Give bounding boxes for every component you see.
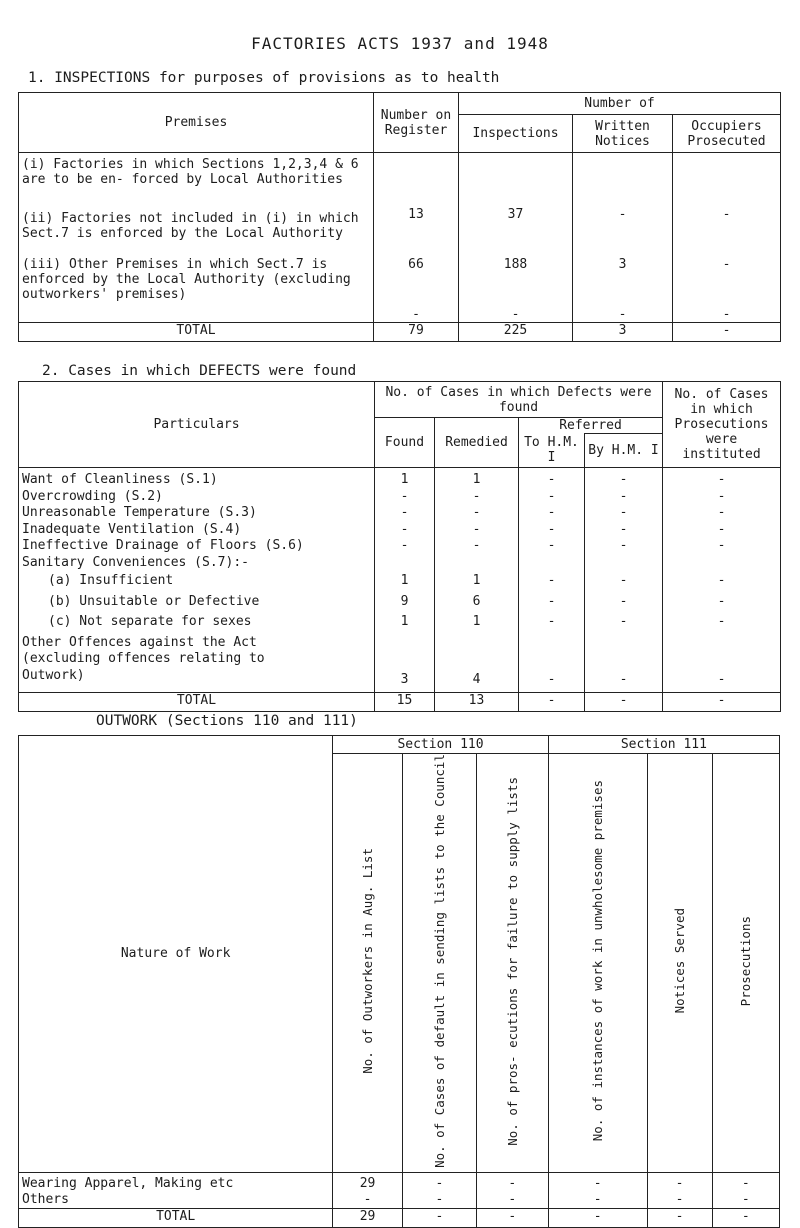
s1-cell: -: [618, 307, 627, 322]
header-inspections: Inspections: [459, 115, 573, 153]
header-by-hmi: By H.M. I: [585, 434, 663, 468]
s1-cell: -: [722, 257, 731, 272]
s2-total-cell: -: [663, 693, 781, 712]
s1-cell: -: [722, 207, 731, 222]
s3-cell: -: [508, 1175, 517, 1191]
s2-cell: -: [619, 614, 628, 629]
s2-cell: -: [547, 505, 556, 520]
s3-total-cell: -: [712, 1208, 779, 1227]
s3-total-cell: 29: [333, 1208, 403, 1227]
s3-total-cell: -: [402, 1208, 476, 1227]
s2-cell: 1: [400, 472, 409, 487]
s2-cell: -: [619, 538, 628, 553]
s2-cell: 1: [472, 573, 481, 588]
s2-row-label: Sanitary Conveniences (S.7):-: [22, 554, 249, 570]
header-remedied: Remedied: [435, 418, 519, 468]
s1-cell: -: [511, 307, 520, 322]
s1-cell: -: [722, 307, 731, 322]
header-register: Number on Register: [374, 93, 459, 153]
s2-row-label: (a) Insufficient: [48, 573, 174, 588]
header-unwholesome: No. of instances of work in unwholesome premises: [590, 780, 606, 1142]
s2-cell: -: [547, 671, 556, 687]
s2-row-label: (b) Unsuitable or Defective: [48, 593, 260, 609]
s2-cell: -: [547, 472, 556, 487]
s1-cell: 188: [503, 257, 528, 272]
s3-cell: -: [593, 1175, 602, 1191]
inspections-table: [18, 92, 781, 342]
s2-cell: -: [472, 505, 481, 520]
s2-cell: 1: [472, 472, 481, 487]
s3-cell: -: [363, 1191, 372, 1207]
s2-cell: -: [619, 593, 628, 609]
s2-row-label: Ineffective Drainage of Floors (S.6): [22, 538, 304, 553]
s2-cell: -: [619, 521, 628, 537]
s1-cell: 13: [408, 207, 424, 222]
s2-row-label: Inadequate Ventilation (S.4): [22, 521, 242, 537]
s2-cell: -: [717, 593, 726, 609]
s3-row-label: Wearing Apparel, Making etc: [22, 1175, 234, 1191]
s2-row-label: (c) Not separate for sexes: [48, 614, 252, 629]
s1-row-label: (ii) Factories not included in (i) in which Sect.7 is enforced by the Local Authority: [22, 211, 359, 241]
s2-total-cell: 15: [375, 693, 435, 712]
s2-cell: -: [717, 538, 726, 553]
header-referred: Referred: [519, 418, 663, 434]
s1-total-cell: -: [673, 323, 781, 342]
header-prosecutions-110: No. of pros- ecutions for failure to supply lists: [504, 776, 520, 1146]
s3-cell: -: [593, 1191, 602, 1207]
s1-row-label: (i) Factories in which Sections 1,2,3,4 & 6 are to be en- forced by Local Authorities: [22, 157, 359, 187]
section1-heading: 1. INSPECTIONS for purposes of provisions as to health: [28, 70, 500, 86]
s2-cell: -: [547, 538, 556, 553]
s2-cell: -: [717, 505, 726, 520]
s2-cell: 4: [472, 671, 481, 687]
s2-cell: -: [547, 614, 556, 629]
header-notices-served: Notices Served: [672, 908, 688, 1014]
outwork-table: [18, 735, 780, 1228]
header-prosecutions-111: Prosecutions: [738, 915, 754, 1007]
s3-total-cell: -: [548, 1208, 647, 1227]
s1-total-cell: 3: [573, 323, 673, 342]
s1-cell: 66: [408, 257, 424, 272]
s3-cell: -: [675, 1175, 684, 1191]
defects-table: [18, 381, 781, 712]
page-title: FACTORIES ACTS 1937 and 1948: [251, 34, 549, 53]
s2-row-label: Unreasonable Temperature (S.3): [22, 505, 257, 520]
s2-cell: -: [547, 573, 556, 588]
s1-row-label: (iii) Other Premises in which Sect.7 is enforced by the Local Authority (excluding outworkers' premises): [22, 257, 351, 302]
s1-total-cell: 225: [459, 323, 573, 342]
header-section-111: Section 111: [548, 736, 779, 754]
header-nature: Nature of Work: [19, 736, 333, 1173]
s3-cell: -: [741, 1191, 750, 1207]
s2-cell: -: [400, 538, 409, 553]
s2-cell: -: [472, 488, 481, 504]
s2-cell: -: [547, 488, 556, 504]
s3-total-cell: -: [476, 1208, 548, 1227]
s1-cell: -: [412, 307, 420, 322]
s3-total-label: TOTAL: [19, 1208, 333, 1227]
s2-cell: -: [619, 472, 628, 487]
header-to-hmi: To H.M. I: [519, 434, 585, 468]
s3-cell: -: [675, 1191, 684, 1207]
s2-cell: -: [547, 521, 556, 537]
section3-heading: OUTWORK (Sections 110 and 111): [96, 713, 358, 729]
s2-cell: 3: [400, 671, 409, 687]
header-number-of: Number of: [459, 93, 781, 115]
s2-cell: 9: [400, 593, 409, 609]
s2-cell: -: [717, 614, 726, 629]
s2-cell: -: [717, 521, 726, 537]
s2-cell: -: [619, 573, 628, 588]
s2-cell: -: [717, 573, 726, 588]
s1-cell: 37: [507, 207, 524, 222]
header-default-cases: No. of Cases of default in sending lists to the Council: [431, 754, 447, 1168]
s2-total-cell: -: [585, 693, 663, 712]
s2-cell: -: [717, 671, 726, 687]
s2-total-cell: -: [519, 693, 585, 712]
s2-cell: -: [619, 505, 628, 520]
s2-total-cell: 13: [435, 693, 519, 712]
s2-cell: -: [472, 538, 481, 553]
s2-total-label: TOTAL: [19, 693, 375, 712]
s1-total-cell: 79: [374, 323, 459, 342]
s2-row-label: Other Offences against the Act (excluding offences relating to Outwork): [22, 634, 265, 683]
s2-cell: -: [400, 505, 409, 520]
s3-cell: -: [741, 1175, 750, 1191]
header-prosecuted: Occupiers Prosecuted: [673, 115, 781, 153]
header-section-110: Section 110: [333, 736, 548, 754]
s3-cell: -: [435, 1191, 444, 1207]
header-premises: Premises: [19, 93, 374, 153]
s2-cell: -: [619, 671, 628, 687]
header-found: Found: [375, 418, 435, 468]
s2-row-label: Overcrowding (S.2): [22, 488, 163, 504]
s2-cell: 6: [472, 593, 481, 609]
s3-cell: 29: [359, 1175, 376, 1191]
s2-cell: -: [547, 593, 556, 609]
s2-cell: -: [400, 488, 409, 504]
s2-cell: -: [619, 488, 628, 504]
s3-cell: -: [508, 1191, 517, 1207]
s2-row-label: Want of Cleanliness (S.1): [22, 472, 218, 487]
header-outworkers: No. of Outworkers in Aug. List: [360, 848, 376, 1074]
s3-row-label: Others: [22, 1191, 69, 1207]
s2-cell: 1: [400, 614, 409, 629]
s1-total-label: TOTAL: [19, 323, 374, 342]
header-prosecutions: No. of Cases in which Prosecutions were instituted: [663, 382, 781, 468]
s1-cell: 3: [618, 257, 627, 272]
s2-cell: -: [400, 521, 409, 537]
s2-cell: -: [472, 521, 481, 537]
header-particulars: Particulars: [19, 382, 375, 468]
header-notices: Written Notices: [573, 115, 673, 153]
s2-cell: -: [717, 488, 726, 504]
s3-total-cell: -: [647, 1208, 712, 1227]
header-cases: No. of Cases in which Defects were found: [375, 382, 663, 418]
s1-cell: -: [618, 207, 627, 222]
section2-heading: 2. Cases in which DEFECTS were found: [42, 363, 357, 379]
s2-cell: -: [717, 472, 726, 487]
s3-cell: -: [435, 1175, 444, 1191]
s2-cell: 1: [472, 614, 481, 629]
s2-cell: 1: [400, 573, 409, 588]
